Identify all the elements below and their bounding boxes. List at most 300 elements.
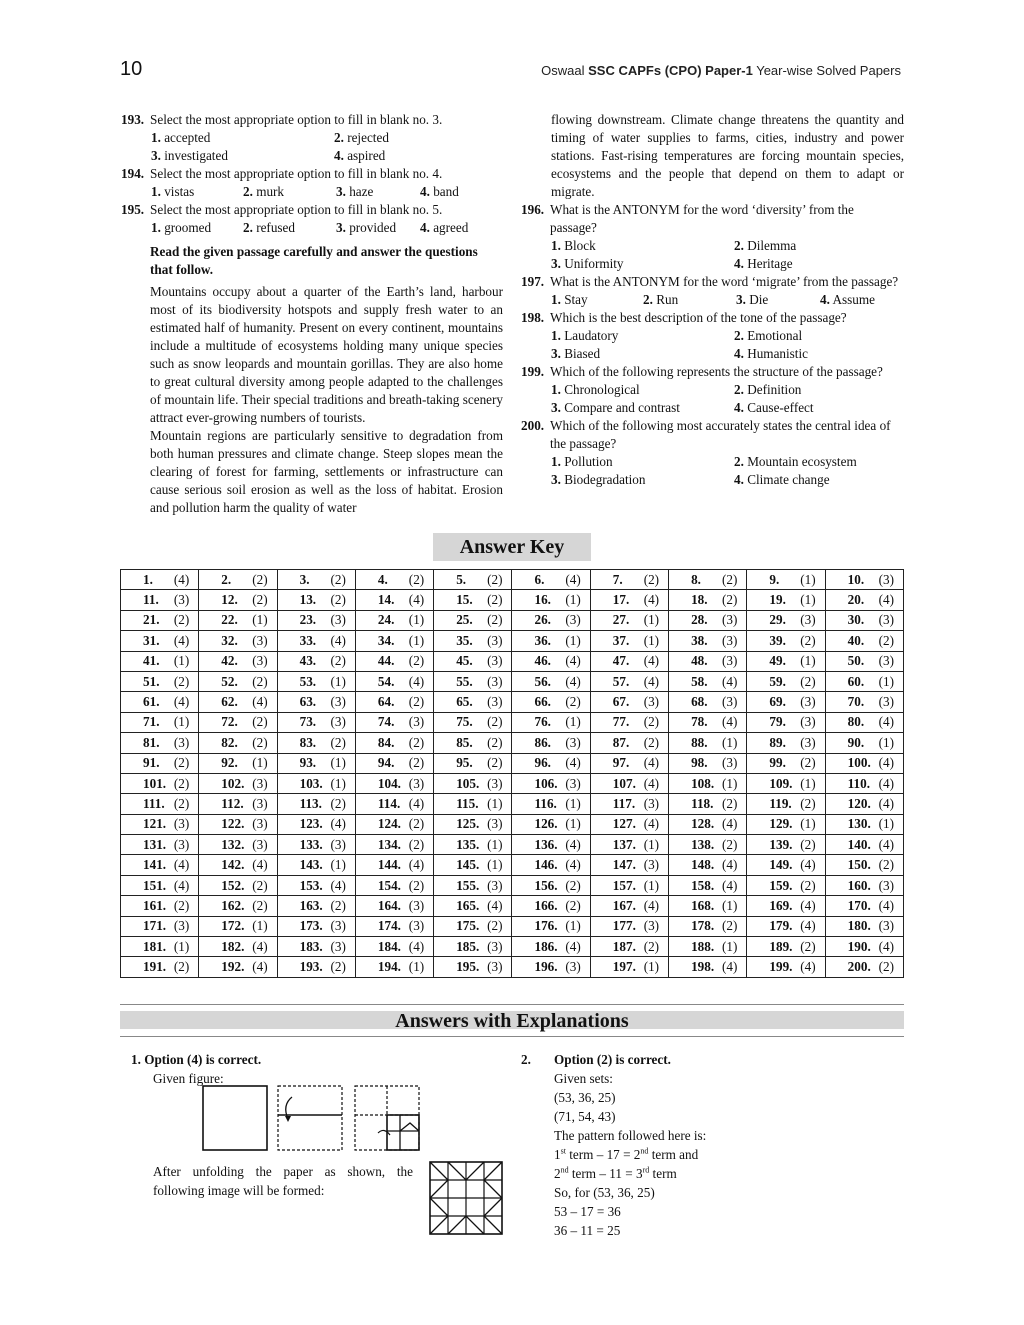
explanations-title: Answers with Explanations [120,1011,904,1029]
answer-option: (4) [565,571,581,587]
answer-key-row [121,733,904,753]
answer-option: (2) [800,632,816,648]
answer-cell [355,631,433,651]
answer-question-number: 151. [143,877,167,893]
answer-key-title: Answer Key [433,533,591,561]
answer-option: (2) [643,938,660,954]
answer-option: (3) [487,816,503,832]
answer-question-number: 183. [299,938,323,954]
answer-cell [434,570,512,590]
answer-option: (3) [330,694,346,710]
answer-cell [434,753,512,773]
answer-cell [669,814,747,834]
answer-option: (3) [878,612,894,628]
question-text: Select the most appropriate option to fill in blank no. 5. [150,202,443,217]
answer-question-number: 153. [299,877,323,893]
answer-option: (3) [173,734,190,750]
answer-cell [669,590,747,610]
answer-key-row [121,590,904,610]
answer-key-row [121,753,904,773]
answer-cell [512,875,590,895]
answer-question-number: 32. [221,632,238,648]
answer-cell [434,733,512,753]
answer-option: (4) [643,775,660,791]
question-196 [521,201,904,237]
answer-question-number: 20. [847,592,865,608]
explanation-line: 2nd term – 11 = 3rd term [554,1165,677,1181]
answer-question-number: 55. [456,673,473,689]
answer-question-number: 100. [847,755,871,771]
answer-option: (2) [487,612,503,628]
answer-cell [355,671,433,691]
answer-cell [590,712,668,732]
answer-cell [277,570,355,590]
answer-cell [434,671,512,691]
answer-question-number: 195. [456,959,480,975]
answer-question-number: 46. [534,653,551,669]
answer-cell [669,957,747,977]
answer-option: (4) [408,795,425,811]
answer-option: (4) [643,755,660,771]
answer-key-row [121,916,904,936]
answer-question-number: 114. [377,795,401,811]
answer-option: (1) [565,632,581,648]
answer-option: (3) [643,918,660,934]
answer-cell [199,896,277,916]
options-195 [121,219,503,237]
paper-square [203,1086,267,1150]
answer-question-number: 145. [456,857,480,873]
answer-option: (3) [487,694,503,710]
answer-question-number: 103. [299,775,323,791]
answer-question-number: 27. [612,612,630,628]
answer-question-number: 70. [847,694,865,710]
answer-option: (4) [878,714,894,730]
answer-cell [355,937,433,957]
answer-question-number: 120. [847,795,871,811]
option: 4. Assume [820,292,875,307]
answer-cell [512,814,590,834]
answer-question-number: 49. [769,653,786,669]
answer-option: (2) [173,795,190,811]
answer-key-row [121,875,904,895]
answer-question-number: 14. [377,592,395,608]
answer-question-number: 84. [377,734,395,750]
answer-cell [434,651,512,671]
answer-question-number: 33. [299,632,317,648]
question-text: Which of the following represents the structure of the passage? [550,364,883,379]
answer-question-number: 155. [456,877,480,893]
answer-cell [669,875,747,895]
answer-cell [121,896,199,916]
answer-cell [121,570,199,590]
answer-option: (2) [173,612,190,628]
answer-question-number: 146. [534,857,558,873]
option: 1. Laudatory [551,328,619,343]
answer-cell [825,896,903,916]
answer-question-number: 168. [691,897,715,913]
option: 3. Die [736,292,769,307]
answer-option: (4) [643,816,660,832]
options-196 [521,237,904,273]
question-195 [121,201,503,219]
question-number: 195. [121,202,145,217]
answer-question-number: 116. [534,795,557,811]
question-text: Select the most appropriate option to fill in blank no. 4. [150,166,443,181]
answer-question-number: 138. [691,836,715,852]
answer-cell [825,875,903,895]
answer-option: (4) [330,816,346,832]
answer-question-number: 51. [143,673,160,689]
answer-option: (3) [173,918,190,934]
answer-question-number: 200. [847,959,871,975]
answer-question-number: 18. [691,592,708,608]
answer-option: (4) [643,653,660,669]
answer-cell [590,631,668,651]
option: 1. groomed [151,220,212,235]
answer-option: (1) [721,897,738,913]
answer-option: (4) [173,877,190,893]
answer-question-number: 62. [221,694,238,710]
answer-cell [590,590,668,610]
answer-cell [434,692,512,712]
answer-option: (3) [330,836,346,852]
answer-cell [121,773,199,793]
answer-question-number: 104. [377,775,401,791]
answer-option: (3) [330,938,346,954]
answer-cell [277,712,355,732]
answer-question-number: 106. [534,775,558,791]
answer-cell [669,835,747,855]
answer-option: (4) [721,673,738,689]
question-number: 194. [121,166,145,181]
answer-option: (4) [330,632,346,648]
answer-option: (1) [878,816,894,832]
answer-option: (2) [408,755,425,771]
answer-question-number: 61. [143,694,160,710]
answer-option: (2) [878,959,894,975]
answer-cell [669,794,747,814]
answer-option: (1) [721,938,738,954]
explanation-given: Given figure: [153,1071,224,1086]
answer-cell [355,590,433,610]
option: 4. aspired [334,148,386,163]
answer-cell [590,651,668,671]
answer-question-number: 73. [299,714,317,730]
answer-question-number: 29. [769,612,786,628]
answer-question-number: 16. [534,592,551,608]
answer-cell [747,835,825,855]
answer-question-number: 162. [221,897,245,913]
answer-cell [669,855,747,875]
answer-option: (2) [252,592,268,608]
answer-cell [199,794,277,814]
running-head-prefix: Oswaal [541,63,589,78]
answer-option: (4) [252,857,268,873]
divider [120,1036,904,1037]
answer-option: (1) [487,795,503,811]
answer-cell [747,957,825,977]
answer-cell [669,671,747,691]
answer-key-row [121,814,904,834]
answer-option: (1) [173,653,190,669]
answer-option: (1) [565,816,581,832]
question-200 [521,417,904,453]
answer-question-number: 96. [534,755,551,771]
answer-cell [121,610,199,630]
answer-option: (4) [878,836,894,852]
option: 3. Biased [551,346,601,361]
answer-cell [590,610,668,630]
answer-option: (2) [408,653,425,669]
answer-option: (3) [878,571,894,587]
answer-key-row [121,773,904,793]
answer-cell [747,937,825,957]
answer-question-number: 44. [377,653,395,669]
answer-question-number: 68. [691,694,708,710]
passage-paragraph: Mountains occupy about a quarter of the Earth’s land, harbour most of its biodiversity hotspots and supply fresh water to an estimated half of humanity. Present on every continent, mountains include a multitude of ecosystems holding many unique species such as snow leopards and mountain gorillas. They are also home to great cultural diversity among people adapted to the challenges of mountain life. Their special traditions and breath-taking scenery attract ever-growing numbers of tourists. [150,284,503,425]
answer-question-number: 136. [534,836,558,852]
answer-option: (2) [643,734,660,750]
passage-paragraph: Mountain regions are particularly sensitive to degradation from both human pressures and climate change. Steep slopes mean the clearing of forest for farming, settlements or infrastructure can cause serious soil erosion as well as the loss of habitat. Erosion and pollution harm the quality of water [150,428,503,515]
answer-question-number: 22. [221,612,238,628]
answer-option: (3) [643,857,660,873]
answer-option: (3) [643,694,660,710]
explanation-line: The pattern followed here is: [554,1128,707,1143]
answer-option: (3) [487,632,503,648]
answer-question-number: 72. [221,714,238,730]
answer-cell [199,814,277,834]
answer-question-number: 36. [534,632,551,648]
answer-cell [825,651,903,671]
option: 3. haze [336,184,374,199]
answer-cell [199,937,277,957]
answer-question-number: 166. [534,897,558,913]
answer-option: (3) [721,755,738,771]
answer-question-number: 13. [299,592,317,608]
answer-option: (2) [878,632,894,648]
answer-question-number: 158. [691,877,715,893]
answer-option: (4) [252,694,268,710]
option: 3. Compare and contrast [551,400,680,415]
option: 2. rejected [334,130,389,145]
answer-option: (2) [721,795,738,811]
answer-question-number: 191. [143,959,167,975]
answer-cell [590,916,668,936]
option: 1. vistas [151,184,195,199]
answer-key-row [121,835,904,855]
answer-cell [277,610,355,630]
answer-option: (2) [330,795,346,811]
answer-question-number: 52. [221,673,238,689]
answer-question-number: 172. [221,918,245,934]
answer-cell [277,835,355,855]
option: 2. Mountain ecosystem [734,454,857,469]
answer-cell [355,814,433,834]
answer-option: (3) [878,653,894,669]
answer-question-number: 107. [612,775,636,791]
running-head [541,63,901,78]
folding-figure [200,1083,425,1155]
answer-option: (1) [330,775,346,791]
answer-question-number: 19. [769,592,786,608]
answer-option: (4) [173,571,190,587]
answer-question-number: 37. [612,632,630,648]
question-number: 199. [521,364,545,379]
answer-option: (2) [408,571,425,587]
answer-cell [512,753,590,773]
answer-option: (4) [643,673,660,689]
answer-option: (2) [643,714,660,730]
answer-option: (4) [487,897,503,913]
divider [120,1004,904,1005]
answer-question-number: 87. [612,734,630,750]
answer-option: (3) [487,673,503,689]
answer-question-number: 66. [534,694,551,710]
answer-question-number: 142. [221,857,245,873]
explanation-line: 1st term – 17 = 2nd term and [554,1146,699,1162]
option: 3. Uniformity [551,256,624,271]
answer-option: (1) [330,673,346,689]
answer-cell [199,733,277,753]
answer-option: (2) [330,734,346,750]
answer-option: (1) [487,836,503,852]
option: 1. Stay [551,292,588,307]
answer-cell [512,835,590,855]
answer-cell [825,957,903,977]
answer-question-number: 124. [377,816,401,832]
answer-cell [747,610,825,630]
answer-option: (3) [878,694,894,710]
answer-cell [825,814,903,834]
answer-cell [434,835,512,855]
answer-cell [355,692,433,712]
answer-option: (4) [721,816,738,832]
answer-cell [277,896,355,916]
answer-question-number: 88. [691,734,708,750]
answer-option: (3) [408,918,425,934]
answer-option: (1) [330,857,346,873]
answer-question-number: 82. [221,734,238,750]
option: 4. Climate change [734,472,830,487]
unfolded-figure [428,1160,504,1236]
question-text: Select the most appropriate option to fill in blank no. 3. [150,112,443,127]
answer-cell [434,590,512,610]
answer-option: (2) [800,836,816,852]
answer-option: (1) [565,795,581,811]
answer-question-number: 76. [534,714,551,730]
answer-cell [590,671,668,691]
answer-question-number: 187. [612,938,636,954]
answer-question-number: 4. [377,571,388,587]
answer-option: (4) [565,857,581,873]
answer-question-number: 3. [299,571,310,587]
answer-cell [590,875,668,895]
answer-cell [199,753,277,773]
answer-cell [199,651,277,671]
answer-option: (2) [721,571,738,587]
answer-option: (4) [800,857,816,873]
answer-option: (2) [252,897,268,913]
answer-question-number: 58. [691,673,708,689]
answer-question-number: 122. [221,816,245,832]
answer-cell [277,916,355,936]
answer-option: (4) [565,673,581,689]
answer-option: (1) [252,612,268,628]
answer-option: (1) [565,714,581,730]
passage-heading: Read the given passage carefully and answer the questions that follow. [150,244,478,277]
answer-option: (2) [330,959,346,975]
answer-cell [825,733,903,753]
answer-option: (1) [408,632,425,648]
answer-question-number: 169. [769,897,793,913]
answer-cell [199,692,277,712]
answer-key-row [121,570,904,590]
option: 1. Block [551,238,596,253]
answer-cell [512,610,590,630]
answer-cell [121,814,199,834]
answer-cell [121,733,199,753]
answer-question-number: 31. [143,632,160,648]
answer-question-number: 94. [377,755,395,771]
answer-question-number: 47. [612,653,630,669]
answer-option: (2) [173,959,190,975]
answer-cell [512,957,590,977]
answer-question-number: 105. [456,775,480,791]
answer-cell [121,712,199,732]
question-text: Which is the best description of the tone of the passage? [550,310,847,325]
answer-cell [199,916,277,936]
answer-option: (2) [330,571,346,587]
answer-option: (3) [252,775,268,791]
option: 4. Cause-effect [734,400,814,415]
answer-cell [590,794,668,814]
answer-option: (4) [565,836,581,852]
answer-option: (2) [408,816,425,832]
question-text: What is the ANTONYM for the word ‘diversity’ from the passage? [550,202,854,235]
answer-cell [747,794,825,814]
question-number: 200. [521,418,545,433]
answer-option: (2) [487,918,503,934]
answer-option: (2) [565,877,581,893]
options-194 [121,183,503,201]
answer-question-number: 177. [612,918,636,934]
answer-question-number: 160. [847,877,871,893]
answer-cell [434,916,512,936]
answer-question-number: 167. [612,897,636,913]
answer-question-number: 1. [143,571,153,587]
answer-question-number: 69. [769,694,786,710]
explanation-line: (71, 54, 43) [554,1109,616,1124]
answer-question-number: 101. [143,775,167,791]
question-197 [521,273,904,291]
answer-cell [825,692,903,712]
answer-option: (4) [565,653,581,669]
option: 1. accepted [151,130,211,145]
answer-question-number: 77. [612,714,630,730]
answer-option: (4) [408,673,425,689]
answer-question-number: 148. [691,857,715,873]
answer-option: (2) [878,857,894,873]
answer-cell [199,671,277,691]
answer-option: (3) [800,734,816,750]
explanation-line: (53, 36, 25) [554,1090,616,1105]
answer-cell [747,753,825,773]
answer-key-row [121,712,904,732]
answer-question-number: 92. [221,755,238,771]
answer-option: (1) [800,775,816,791]
answer-option: (1) [643,836,660,852]
